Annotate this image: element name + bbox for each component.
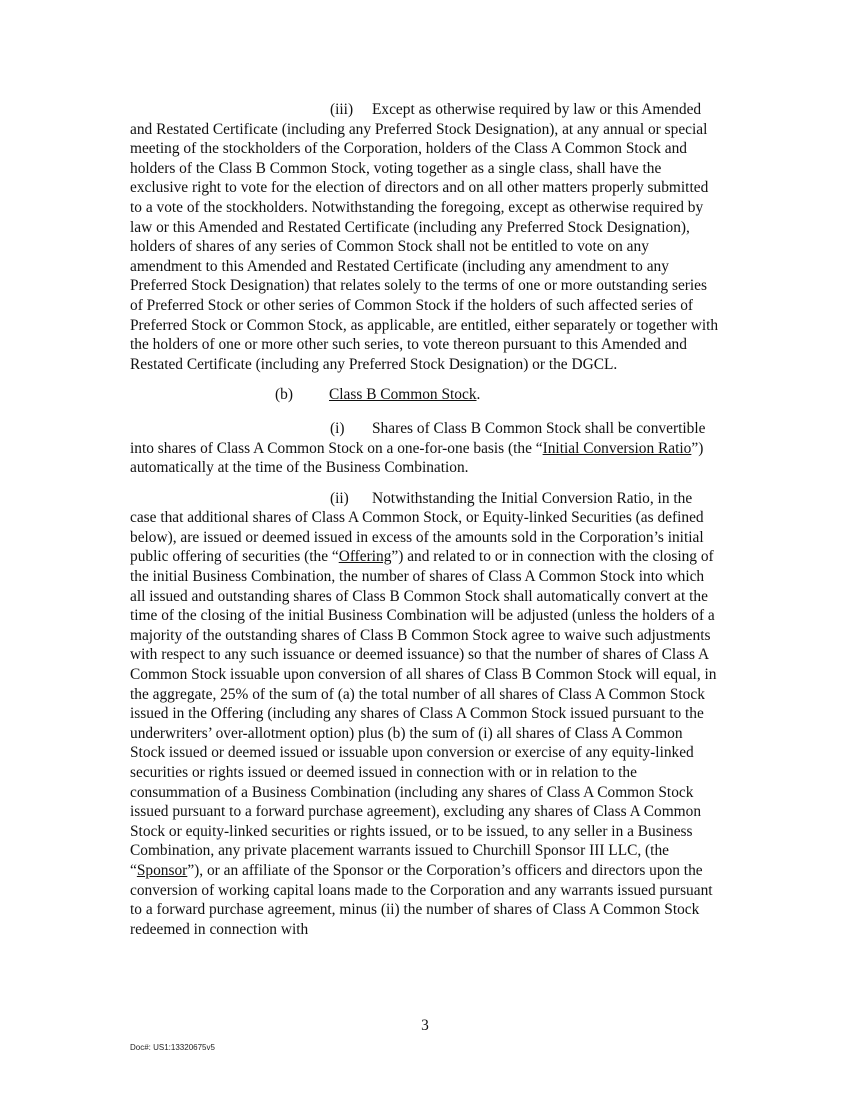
clause-number-i: (i) [330, 419, 345, 437]
page-number: 3 [421, 1017, 429, 1034]
clause-number-ii: (ii) [330, 489, 349, 507]
document-body [130, 100, 720, 950]
section-b-period: . [476, 386, 481, 404]
paragraph-ii [130, 489, 720, 940]
paragraph-i-text-before: Shares of Class B Common Stock shall be convertible into shares of Class A Common Stock on a one-for-one basis (the “ [130, 419, 706, 457]
paragraph-iii [130, 100, 720, 374]
defined-term-initial-conversion-ratio: Initial Conversion Ratio [542, 439, 692, 457]
paragraph-ii-text-1: Notwithstanding the Initial Conversion Ratio, in the case that additional shares of Class A Common Stock, or Equity-linked Securities (as defined below), are issued or deemed issued in excess of the amounts sold in the Corporation’s initial public offering of securities (the “ [130, 489, 704, 566]
section-b-number: (b) [275, 386, 293, 404]
clause-number-iii: (iii) [330, 101, 354, 118]
section-b-heading [130, 385, 720, 405]
defined-term-offering: Offering [338, 548, 392, 566]
document-id: Doc#: US1:13320675v5 [130, 1043, 215, 1052]
section-b-title: Class B Common Stock [329, 386, 477, 404]
paragraph-iii-text: Except as otherwise required by law or this Amended and Restated Certificate (including any Preferred Stock Designation), at any annual or special meeting of the stockholders of the Corporation, holders of the Class A Common Stock and holders of the Class B Common Stock, voting together as a single class, shall have the exclusive right to vote for the election of directors and on all other matters properly submitted to a vote of the stockholders. Notwithstanding the foregoing, except as otherwise required by law or this Amended and Restated Certificate (including any Preferred Stock Designation), holders of shares of any series of Common Stock shall not be entitled to vote on any amendment to this Amended and Restated Certificate (including any amendment to any Preferred Stock Designation) that relates solely to the terms of one or more outstanding series of Preferred Stock or other series of Common Stock if the holders of such affected series of Preferred Stock or Common Stock, as applicable, are entitled, either separately or together with the holders of one or more other such series, to vote thereon pursuant to this Amended and Restated Certificate (including any Preferred Stock Designation) or the DGCL. [130, 101, 719, 373]
paragraph-i [130, 419, 720, 478]
paragraph-ii-text-2: ”) and related to or in connection with the closing of the initial Business Combination, the number of shares of Class A Common Stock into which all issued and outstanding shares of Class B Common Stock shall automatically convert at the time of the closing of the initial Business Combination will be adjusted (unless the holders of a majority of the outstanding shares of Class B Common Stock agree to waive such adjustments with respect to any such issuance or deemed issuance) so that the number of shares of Class A Common Stock issuable upon conversion of all shares of Class B Common Stock will equal, in the aggregate, 25% of the sum of (a) the total number of all shares of Class A Common Stock issued in the Offering (including any shares of Class A Common Stock issued pursuant to the underwriters’ over-allotment option) plus (b) the sum of (i) all shares of Class A Common Stock issued or deemed issued or issuable upon conversion or exercise of any equity-linked securities or rights issued or deemed issued in connection with or in relation to the consummation of a Business Combination (including any shares of Class A Common Stock issued pursuant to a forward purchase agreement), excluding any shares of Class A Common Stock or equity-linked securities or rights issued, or to be issued, to any seller in a Business Combination, any private placement warrants issued to Churchill Sponsor III LLC, (the “ [130, 548, 717, 879]
defined-term-sponsor: Sponsor [136, 861, 188, 879]
paragraph-i-text-after: ”) automatically at the time of the Business Combination. [130, 439, 704, 477]
paragraph-ii-text-3: ”), or an affiliate of the Sponsor or the Corporation’s officers and directors upon the conversion of working capital loans made to the Corporation and any warrants issued pursuant to a forward purchase agreement, minus (ii) the number of shares of Class A Common Stock redeemed in connection with [130, 861, 713, 938]
